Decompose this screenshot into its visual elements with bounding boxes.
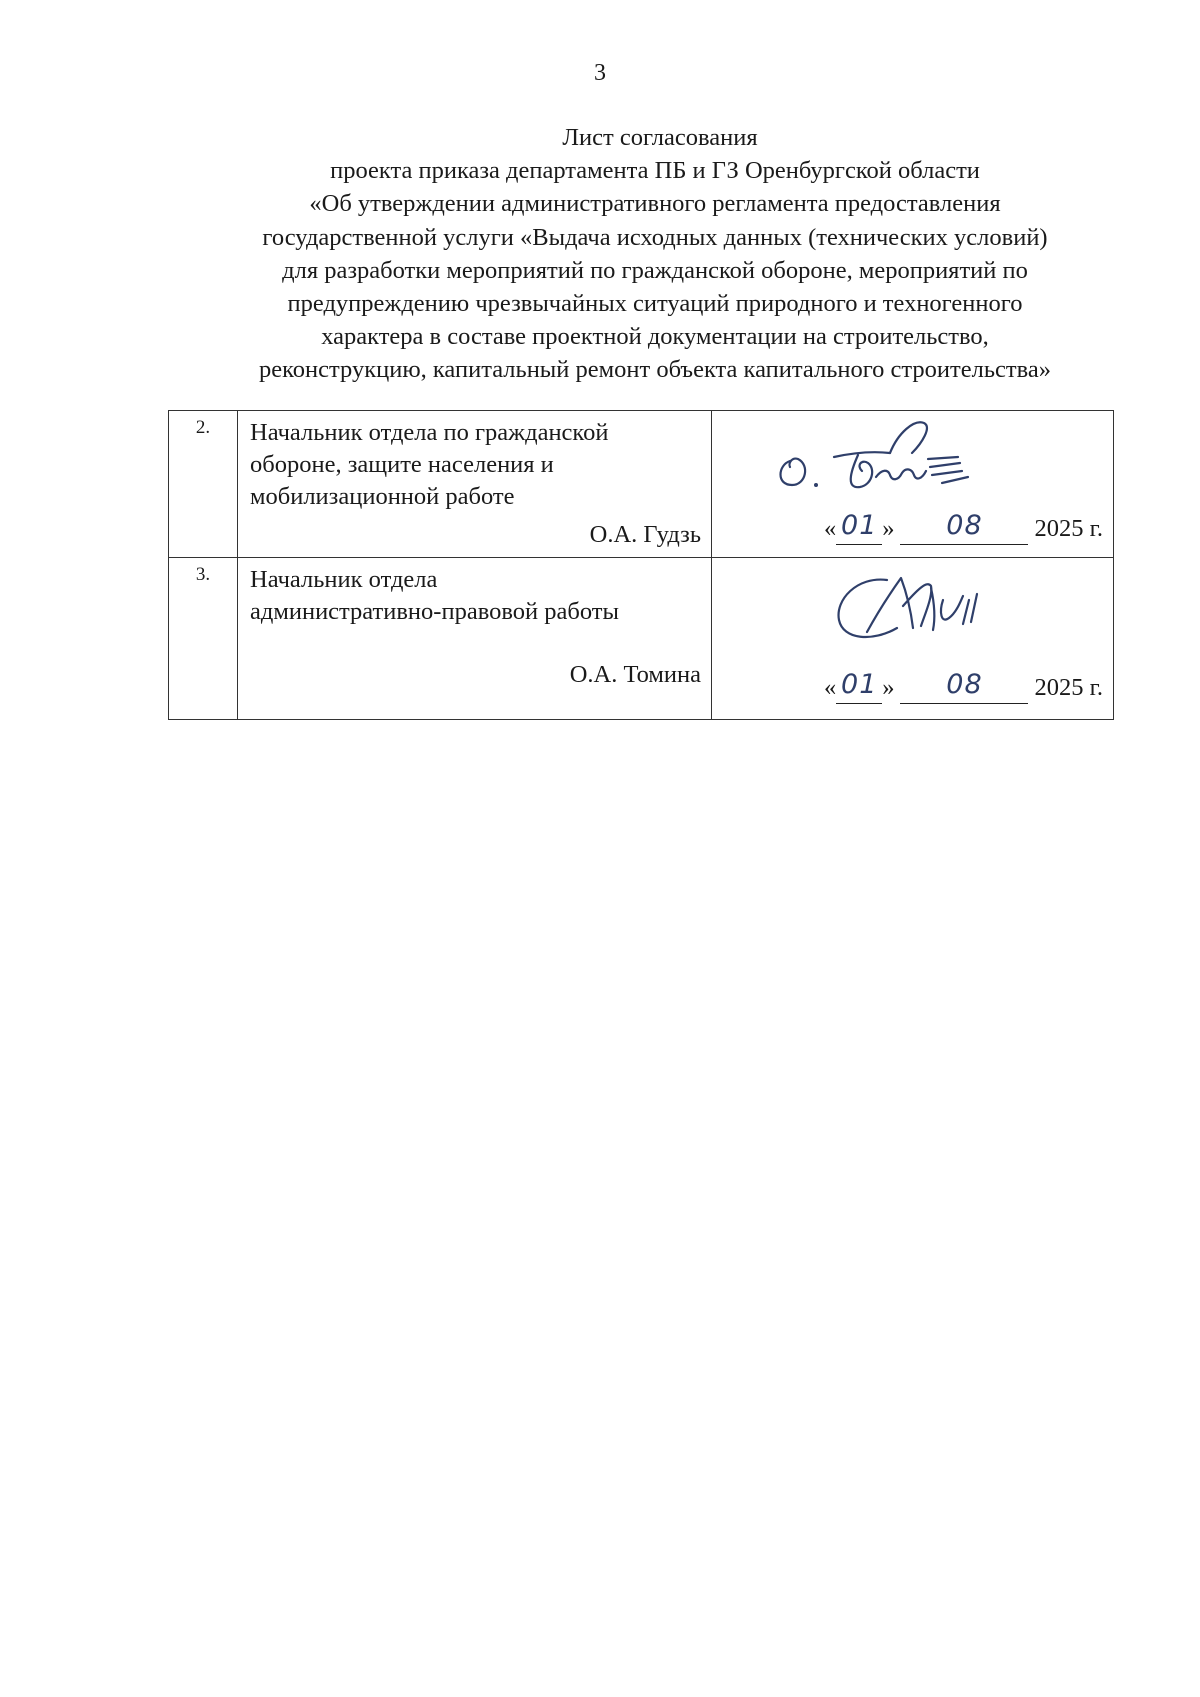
approver-position: обороне, защите населения и: [250, 451, 554, 478]
heading-line: характера в составе проектной документации на строительство,: [321, 323, 989, 351]
approval-date: [823, 510, 1103, 545]
heading-line: «Об утверждении административного регламента предоставления: [309, 190, 1001, 218]
date-year: 2025 г.: [1034, 674, 1103, 701]
table-row: [169, 558, 1114, 720]
date-close-quote: »: [882, 515, 895, 542]
heading-line: предупреждению чрезвычайных ситуаций природного и техногенного: [287, 290, 1023, 318]
document-heading: [180, 121, 1130, 387]
date-day: 01: [841, 510, 878, 541]
date-day: 01: [841, 669, 878, 700]
approver-position: Начальник отдела: [250, 566, 438, 593]
heading-title: Лист согласования: [562, 124, 758, 151]
date-year: 2025 г.: [1034, 515, 1103, 542]
approval-table: [168, 410, 1114, 720]
row-number: 3.: [195, 564, 211, 585]
date-open-quote: «: [823, 674, 837, 701]
approver-position: мобилизационной работе: [250, 483, 515, 510]
row-number: 2.: [195, 417, 211, 438]
approver-cell: [238, 411, 712, 558]
date-day-blank: [836, 510, 882, 545]
approver-name: О.А. Гудзь: [589, 521, 701, 548]
row-number-cell: [169, 558, 238, 720]
handwritten-signature: [772, 413, 992, 513]
date-month: 08: [946, 669, 983, 700]
signature-cell: [712, 411, 1114, 558]
signature-cell: [712, 558, 1114, 720]
date-month-blank: [900, 669, 1028, 704]
page-number: 3: [594, 60, 606, 86]
handwritten-signature: [827, 566, 1027, 666]
date-month-blank: [900, 510, 1028, 545]
row-number-cell: [169, 411, 238, 558]
date-open-quote: «: [823, 515, 837, 542]
approver-cell: [238, 558, 712, 720]
heading-line: реконструкцию, капитальный ремонт объекта капитального строительства»: [259, 356, 1051, 384]
approver-name: О.А. Томина: [569, 661, 701, 688]
heading-line: государственной услуги «Выдача исходных данных (технических условий): [262, 223, 1048, 251]
date-close-quote: »: [882, 674, 895, 701]
date-month: 08: [946, 510, 983, 541]
date-day-blank: [836, 669, 882, 704]
approval-date: [823, 669, 1103, 704]
approver-position: Начальник отдела по гражданской: [250, 419, 609, 446]
table-row: [169, 411, 1114, 558]
heading-line: для разработки мероприятий по гражданской обороне, мероприятий по: [282, 256, 1028, 284]
approver-position: административно-правовой работы: [250, 598, 619, 625]
heading-line: проекта приказа департамента ПБ и ГЗ Оренбургской области: [330, 157, 980, 185]
